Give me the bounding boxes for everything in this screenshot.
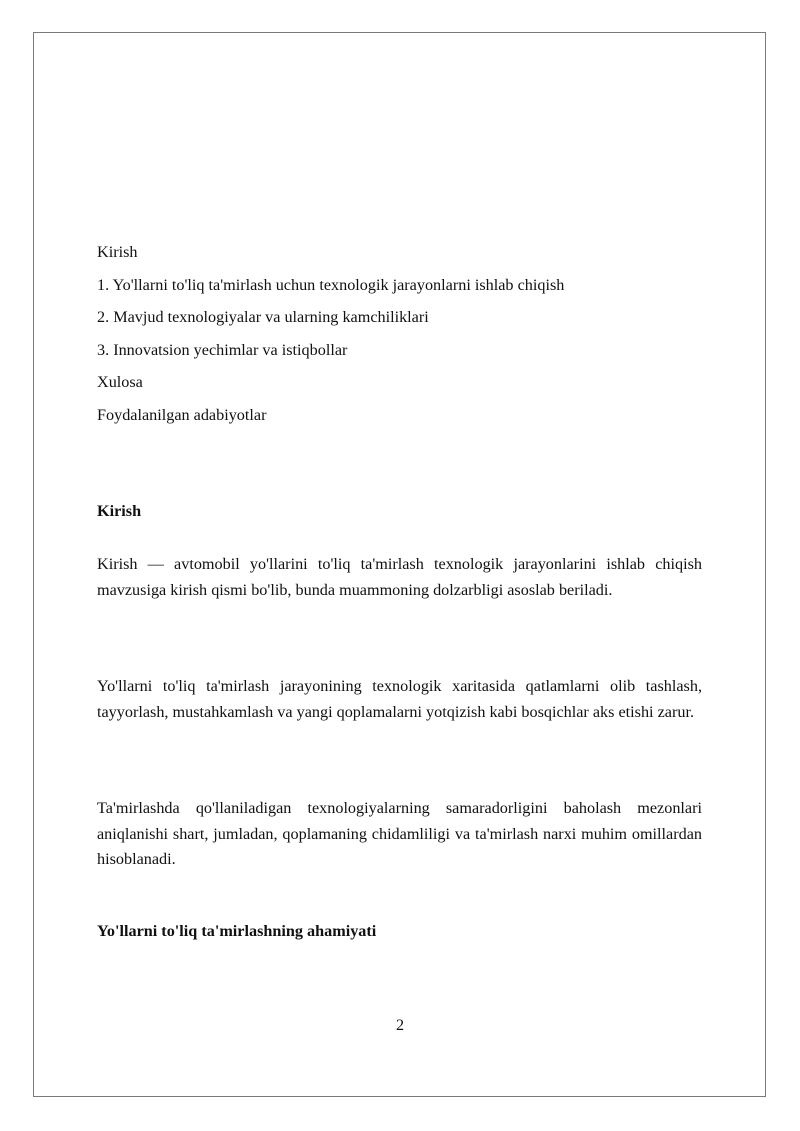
page-number: 2 xyxy=(395,1016,405,1034)
toc-item-references: Foydalanilgan adabiyotlar xyxy=(97,405,267,424)
toc-item-chapter-1: 1. Yo'llarni to'liq ta'mirlash uchun texnologik jarayonlarni ishlab chiqish xyxy=(97,275,565,294)
toc-item-intro: Kirish xyxy=(97,243,138,261)
toc-item-conclusion: Xulosa xyxy=(97,373,143,391)
table-of-contents xyxy=(97,240,702,435)
section-heading: Kirish xyxy=(97,502,142,520)
paragraph-2: Yo'llarni to'liq ta'mirlash jarayonining texnologik xaritasida qatlamlarni olib tashlash, tayyorlash, mustahkamlash va yangi qoplamalarni yotqizish kabi bosqichlar aks etishi zarur. xyxy=(97,677,702,721)
paragraph-3: Ta'mirlashda qo'llaniladigan texnologiyalarning samaradorligini baholash mezonlari aniqlanishi shart, jumladan, qoplamaning chidamliligi va ta'mirlash narxi muhim omillardan hisoblanadi. xyxy=(97,799,702,868)
toc-item-chapter-3: 3. Innovatsion yechimlar va istiqbollar xyxy=(97,340,348,359)
section-subheading: Yo'llarni to'liq ta'mirlashning ahamiyati xyxy=(97,922,377,940)
toc-item-chapter-2: 2. Mavjud texnologiyalar va ularning kamchiliklari xyxy=(97,308,429,326)
paragraph-1: Kirish — avtomobil yo'llarini to'liq ta'mirlash texnologik jarayonlarini ishlab chiqish mavzusiga kirish qismi bo'lib, bunda muammoning dolzarbligi asoslab beriladi. xyxy=(97,555,702,599)
